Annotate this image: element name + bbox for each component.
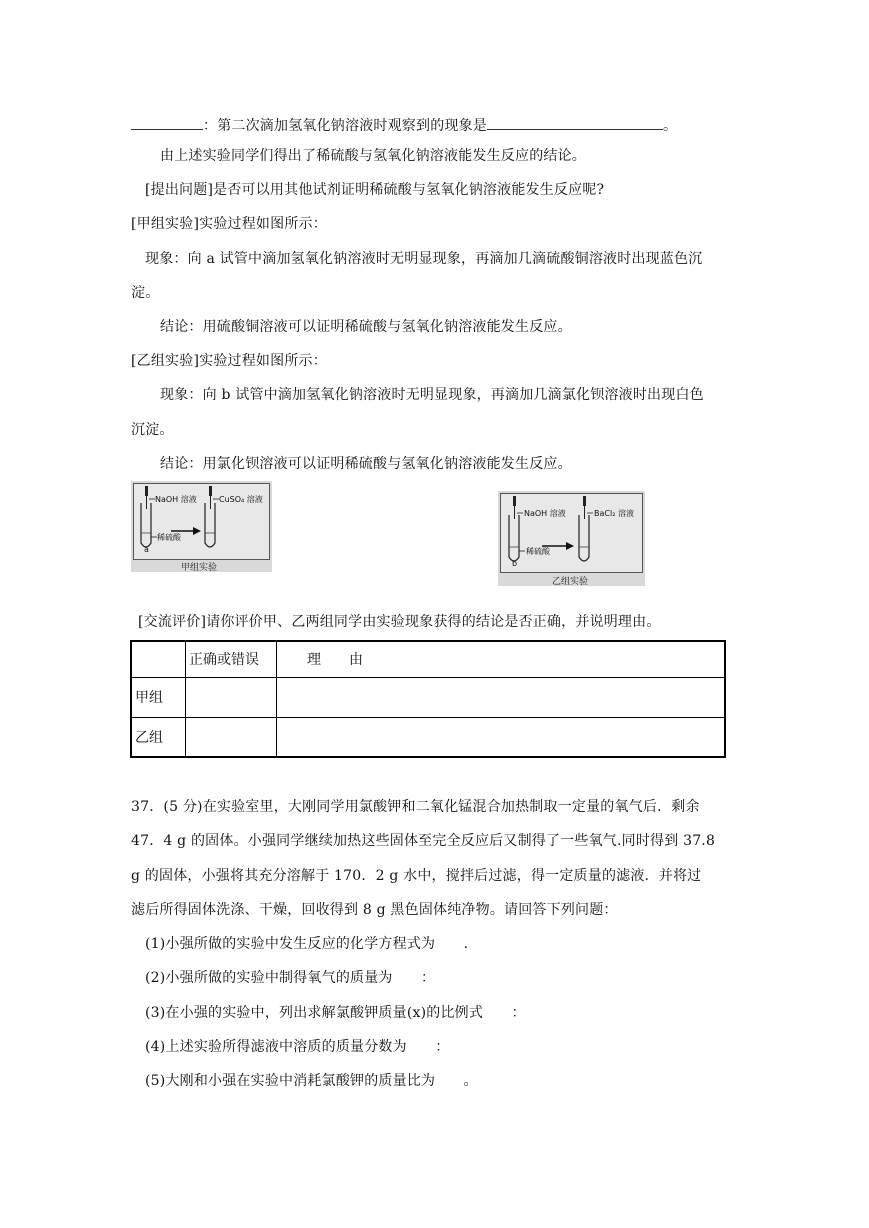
answer-cell[interactable] [186, 717, 277, 757]
group-a-heading: [甲组实验]实验过程如图所示： [131, 216, 327, 232]
test-tubes-illustration [498, 491, 645, 586]
q37-line-2: 47．4 g 的固体。小强同学继续加热这些固体至完全反应后又制得了一些氧气.同时得到 37.8 [131, 833, 716, 849]
group-b-heading: [乙组实验]实验过程如图所示： [131, 353, 327, 369]
intro-conclusion: 由上述实验同学们得出了稀硫酸与氢氧化钠溶液能发生反应的结论。 [160, 148, 586, 164]
group-a-conclusion: 结论：用硫酸铜溶液可以证明稀硫酸与氢氧化钠溶液能发生反应。 [160, 319, 572, 335]
answer-cell[interactable] [186, 677, 277, 717]
reagent-label: NaOH 溶液 [155, 495, 197, 504]
evaluation-prompt: [交流评价]请你评价甲、乙两组同学由实验现象获得的结论是否正确，并说明理由。 [138, 614, 661, 630]
answer-cell[interactable] [277, 677, 726, 717]
question-line: [提出问题]是否可以用其他试剂证明稀硫酸与氢氧化钠溶液能发生反应呢? [145, 182, 605, 198]
reagent-label: BaCl₂ 溶液 [594, 509, 634, 518]
table-header-row [131, 641, 725, 677]
figure-group-a [131, 481, 272, 572]
row-label: 甲组 [131, 677, 186, 717]
row-label: 乙组 [131, 717, 186, 757]
group-a-phenomenon-1: 现象：向 a 试管中滴加氢氧化钠溶液时无明显现象，再滴加几滴硫酸铜溶液时出现蓝色沉 [145, 251, 703, 267]
table-row [131, 677, 725, 717]
figure-caption: 乙组实验 [552, 577, 589, 586]
q37-sub-2: (2)小强所做的实验中制得氧气的质量为 ： [145, 970, 436, 986]
acid-label: 稀硫酸 [157, 533, 181, 542]
table-row [131, 717, 725, 757]
q37-line-4: 滤后所得固体洗涤、干燥，回收得到 8 g 黑色固体纯净物。请回答下列问题： [131, 902, 618, 918]
q37-sub-1: (1)小强所做的实验中发生反应的化学方程式为 . [145, 936, 469, 952]
tube-label: a [144, 545, 149, 554]
reagent-label: NaOH 溶液 [524, 509, 566, 518]
q37-line-3: g 的固体，小强将其充分溶解于 170．2 g 水中，搅拌后过滤，得一定质量的滤液．并将过 [131, 868, 702, 884]
group-b-phenomenon-1: 现象：向 b 试管中滴加氢氧化钠溶液时无明显现象，再滴加几滴氯化钡溶液时出现白色 [160, 387, 704, 403]
answer-blank[interactable] [487, 115, 663, 130]
q37-sub-5: (5)大刚和小强在实验中消耗氯酸钾的质量比为 。 [145, 1073, 478, 1089]
group-b-conclusion: 结论：用氯化钡溶液可以证明稀硫酸与氢氧化钠溶液能发生反应。 [160, 456, 572, 472]
tube-label: b [512, 559, 518, 568]
group-b-phenomenon-2: 沉淀。 [131, 422, 174, 438]
answer-blank[interactable] [131, 115, 203, 130]
q37-sub-4: (4)上述实验所得滤液中溶质的质量分数为 ： [145, 1039, 450, 1055]
intro-line-1: ：第二次滴加氢氧化钠溶液时观察到的现象是 。 [131, 115, 677, 136]
evaluation-table [130, 640, 726, 758]
reagent-label: CuSO₄ 溶液 [219, 495, 263, 504]
figure-caption: 甲组实验 [181, 563, 218, 572]
answer-cell[interactable] [277, 717, 726, 757]
table-header-cell [131, 641, 186, 677]
group-a-phenomenon-2: 淀。 [131, 285, 160, 301]
table-header-cell: 正确或错误 [186, 641, 277, 677]
acid-label: 稀硫酸 [526, 547, 550, 556]
table-header-cell: 理 由 [277, 641, 726, 677]
q37-line-1: 37．(5 分)在实验室里，大刚同学用氯酸钾和二氧化锰混合加热制取一定量的氧气后．剩余 [131, 799, 700, 815]
figure-group-b [498, 491, 645, 586]
q37-sub-3: (3)在小强的实验中，列出求解氯酸钾质量(x)的比例式 ： [145, 1005, 526, 1021]
